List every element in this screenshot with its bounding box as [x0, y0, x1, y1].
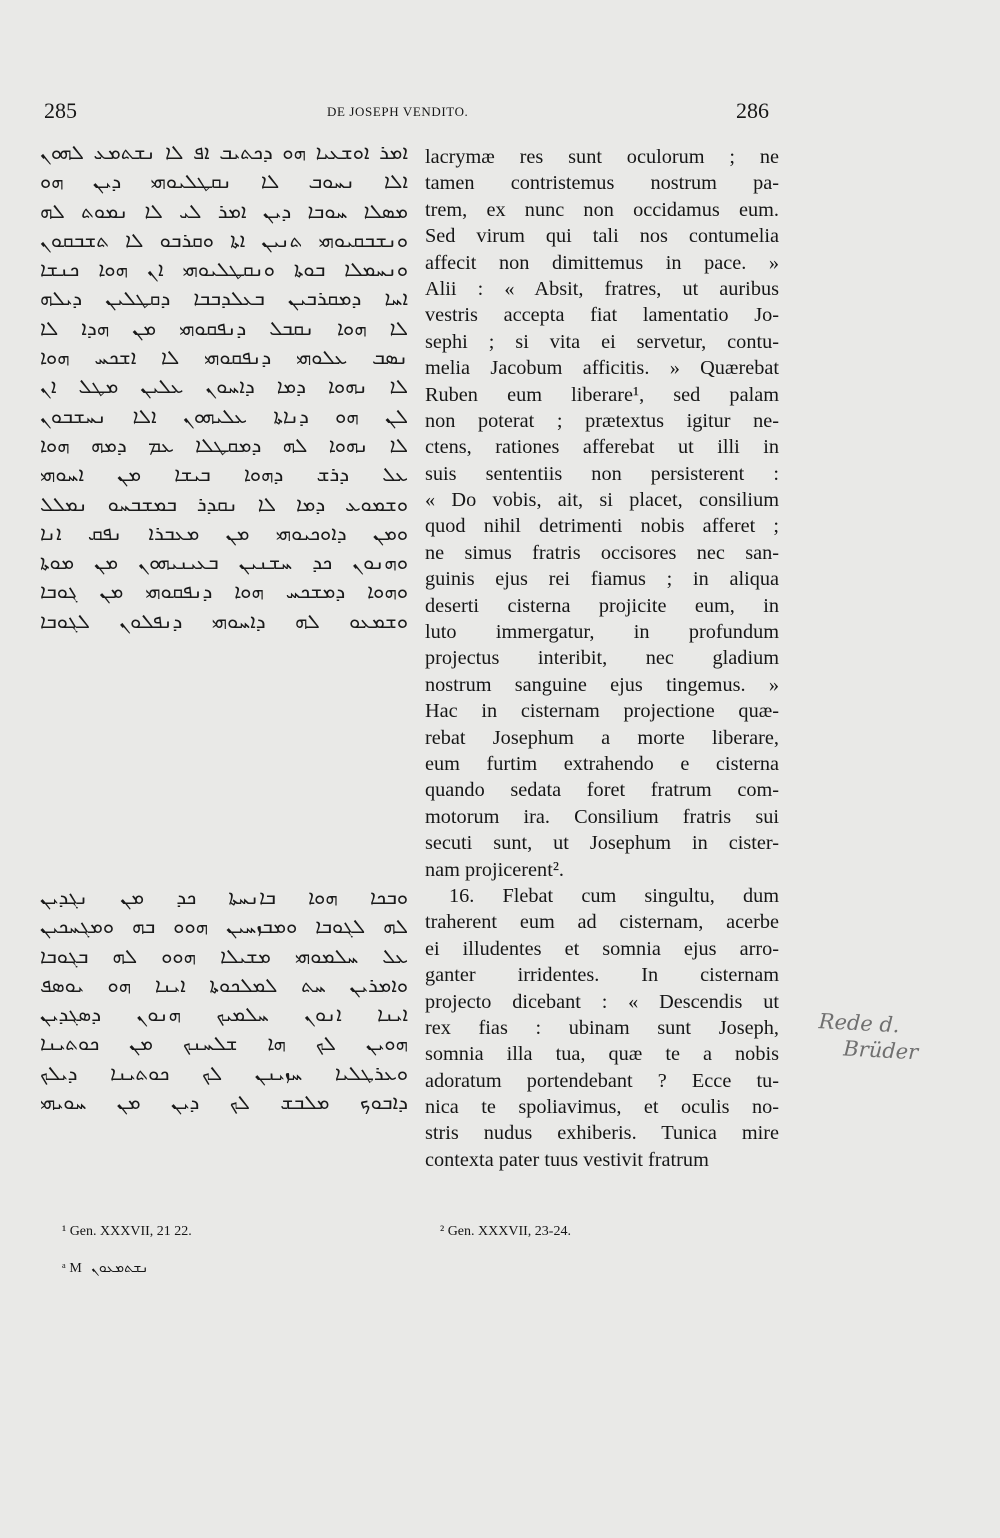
latin-line: « Do vobis, ait, si placet, consilium [425, 489, 779, 512]
syriac-line: ܥܠ ܕܪܫ ܕܗܘܐ ܒܝܫܐ ܡܢ ܐܚܘܗܝ [40, 462, 408, 487]
latin-line: somnia illa tua, quæ te a nobis [425, 1043, 779, 1066]
syriac-column [40, 138, 408, 1115]
latin-line: quando sedata foret fratrum com- [425, 779, 779, 802]
syriac-line: ܐܝܢܐ ܐܢܘܢ ܚܠܡܝܟ ܗܢܘܢ ܕܣܓܕܝܢ [40, 1002, 408, 1027]
syriac-line: ܢܣܒ ܥܠܘܗܝ ܕܢܦܩܘܗܝ ܠܐ ܐܫܟܚ ܗܘܐ [40, 345, 408, 370]
syriac-line: ܘܗܘܐ ܕܡܫܟܚ ܗܘܐ ܕܢܦܩܘܗܝ ܡܢ ܓܘܒܐ [40, 579, 408, 604]
latin-line: contexta pater tuus vestivit fratrum [425, 1148, 709, 1171]
latin-line: trem, ex nunc non occidamus eum. [425, 198, 779, 221]
syriac-line: ܐܚܐ ܕܡܩܪܒܝܢ ܒܥܠܕܒܒܐ ܕܩܛܠܝܢ ܕܝܠܗ [40, 286, 408, 311]
syriac-line: ܠܐ ܢܗܘܐ ܠܗ ܕܡܩܛܠܐ ܥܡ ܕܡܗ ܗܘܐ [40, 432, 408, 457]
variant-syriac: ܢܫܬܡܥܘܢ [91, 1260, 149, 1276]
margin-note-line-1: Rede d. [818, 1009, 901, 1038]
running-title: DE JOSEPH VENDITO. [327, 104, 469, 119]
latin-line: secuti sunt, ut Josephum in cister- [425, 832, 779, 855]
syriac-line: ܠܗ ܠܓܘܒܐ ܘܡܒܙܚܝܢ ܗܘܘ ܒܗ ܘܡܓܚܟܝܢ [40, 914, 408, 939]
latin-line: eum furtim extrahendo e cisterna [425, 752, 779, 775]
syriac-line: ܘܫܡܘܥ ܕܡܐ ܠܐ ܢܩܕܪ ܒܡܫܒܚܘ ܢܡܠܠ [40, 491, 408, 516]
syriac-line: ܘܡܢ ܕܐܘܟܝܘܗܝ ܡܢ ܡܥܒܪܐ ܢܦܩ ܐܢܐ [40, 520, 408, 545]
page-number-left: 285 [44, 98, 77, 123]
latin-line: deserti cisterna projicite eum, in [425, 594, 779, 617]
latin-line: vestris accepta fiat lamentatio Jo- [425, 304, 779, 327]
syriac-line: ܡܣܠܐ ܚܘܒܐ ܕܝܢ ܐܡܪ ܠܝ ܠܐ ܢܡܘܬ ܠܗ [40, 198, 408, 223]
latin-line: Hac in cisternam projectione quæ- [425, 700, 779, 723]
latin-line: sephi ; si vita ei servetur, contu- [425, 330, 779, 353]
latin-line: melia Jacobum afficitis. » Quærebat [425, 357, 779, 380]
latin-line: projecto dicebant : « Descendis ut [425, 990, 779, 1013]
syriac-line: ܘܗܢܘܢ ܟܕ ܚܫܢܝܢ ܒܥܝܢܝܗܘܢ ܡܢ ܡܘܬܐ [40, 550, 408, 575]
latin-line: projectus interibit, nec gladium [425, 647, 779, 670]
latin-line: lacrymæ res sunt oculorum ; ne [425, 146, 779, 168]
handwritten-margin-note [817, 1008, 970, 1068]
latin-line: nostrum sanguine ejus tingemus. » [425, 673, 779, 696]
latin-line: affecit non dimittemus in pace. » [425, 251, 779, 274]
latin-line: ganter irridentes. In cisternam [425, 964, 779, 987]
latin-line: traherent eum ad cisternam, acerbe [425, 911, 779, 934]
syriac-line: ܘܢܚܡܠܐ ܒܘܬܐ ܘܢܩܛܠܝܘܗܝ ܐܢ ܗܘܐ ܟܢܫܐ [40, 257, 408, 282]
variant-note [62, 1260, 148, 1277]
latin-column [425, 144, 779, 1173]
latin-line: luto immergatur, in profundum [425, 621, 779, 644]
latin-line: non poterat ; prætextus igitur ne- [425, 409, 779, 432]
syriac-line: ܠܐ ܗܘܐ ܢܩܒܠ ܕܢܦܩܘܗܝ ܡܢ ܗܕܐ ܠܐ [40, 315, 408, 340]
syriac-line: ܐܡܪ ܐܘܫܥܝܐ ܗܘ ܕܟܬܝܒ ܐܦ ܠܐ ܢܫܬܡܥ ܠܗܘܢ [40, 140, 408, 164]
latin-line: guinis ejus rei fiamus ; in aliqua [425, 568, 779, 591]
latin-line: ctens, rationes afferebat ut illi in [425, 436, 779, 459]
syriac-line: ܠܐ ܢܗܘܐ ܕܡܐ ܕܐܚܘܢ ܥܠܝܢ ܡܛܠ ܐܢ [40, 374, 408, 399]
latin-line: nam projicerent². [425, 858, 564, 881]
syriac-line: ܘܒܟܐ ܗܘܐ ܒܐܢܚܬܐ ܟܕ ܡܢ ܢܓܕܝܢ [40, 885, 408, 909]
syriac-block-2 [40, 883, 408, 1117]
footnote-right: ² Gen. XXXVII, 23-24. [440, 1224, 571, 1239]
syriac-line: ܥܠ ܚܠܡܘܗܝ ܡܫܝܠܐ ܗܘܘ ܠܗ ܒܓܘܒܐ [40, 943, 408, 968]
latin-line: nica te spoliavimus, et oculis no- [425, 1096, 779, 1119]
latin-line: Ruben eum liberare¹, sed palam [425, 383, 779, 406]
syriac-line: ܘܫܡܥܘ ܠܗ ܕܐܚܘܗܝ ܕܢܦܠܘܢ ܠܓܘܒܐ [40, 608, 408, 633]
syriac-line: ܐܠܐ ܢܚܘܒ ܠܐ ܢܩܛܠܝܘܗܝ ܕܝܢ ܗܘ [40, 169, 408, 194]
variant-label: ᵃ M [62, 1261, 82, 1276]
latin-line: adoratum portendebant ? Ecce tu- [425, 1069, 779, 1092]
latin-line: tamen contristemus nostrum pa- [425, 172, 779, 195]
footnote-left: ¹ Gen. XXXVII, 21 22. [62, 1224, 192, 1239]
latin-line: Sed virum qui tali nos contumelia [425, 225, 779, 248]
syriac-line: ܘܥܪܛܠܝܐ ܚܙܝܢܢ ܠܟ ܟܘܬܝܢܐ ܕܝܠܟ [40, 1060, 408, 1085]
syriac-line: ܕܐܒܘܟ ܡܠܒܫ ܠܟ ܕܝܢ ܡܢ ܚܘܝܗܝ [40, 1090, 408, 1115]
latin-line: quod nihil detrimenti nobis afferet ; [425, 515, 779, 538]
syriac-line: ܘܢܫܒܩܝܘܗܝ ܬܢܝܢ ܐܬܐ ܘܩܪܒܘ ܠܐ ܬܫܒܩܘܢ [40, 227, 408, 252]
latin-line: 16. Flebat cum singultu, dum [449, 884, 779, 907]
page-number-right: 286 [736, 98, 769, 123]
syriac-line: ܠܢ ܗܘ ܕܢܐܬܐ ܥܠܝܗܘܢ ܐܠܐ ܢܚܫܒܘܢ [40, 403, 408, 428]
syriac-line: ܘܐܡܪܝܢ ܚܬ ܠܡܠܟܘܬܐ ܐܝܢܐ ܗܘ ܝܘܣܦ [40, 972, 408, 997]
latin-line: rebat Josephum a morte liberare, [425, 726, 779, 749]
latin-line: ne simus fratris occisores nec san- [425, 541, 779, 564]
latin-line: ei illudentes et somnia ejus arro- [425, 937, 779, 960]
syriac-block-1 [40, 138, 408, 636]
syriac-line: ܗܘܝܢ ܠܟ ܗܐ ܫܠܚܢܟ ܡܢ ܟܘܬܝܢܐ [40, 1031, 408, 1056]
latin-line: motorum ira. Consilium fratris sui [425, 805, 779, 828]
latin-line: Alii : « Absit, fratres, ut auribus [425, 277, 779, 300]
margin-note-line-2: Brüder [842, 1036, 919, 1065]
latin-line: stris nudus exhiberis. Tunica mire [425, 1122, 779, 1145]
latin-line: rex fias : ubinam sunt Joseph, [425, 1016, 779, 1039]
latin-line: suis sententiis non persisterent : [425, 462, 779, 485]
